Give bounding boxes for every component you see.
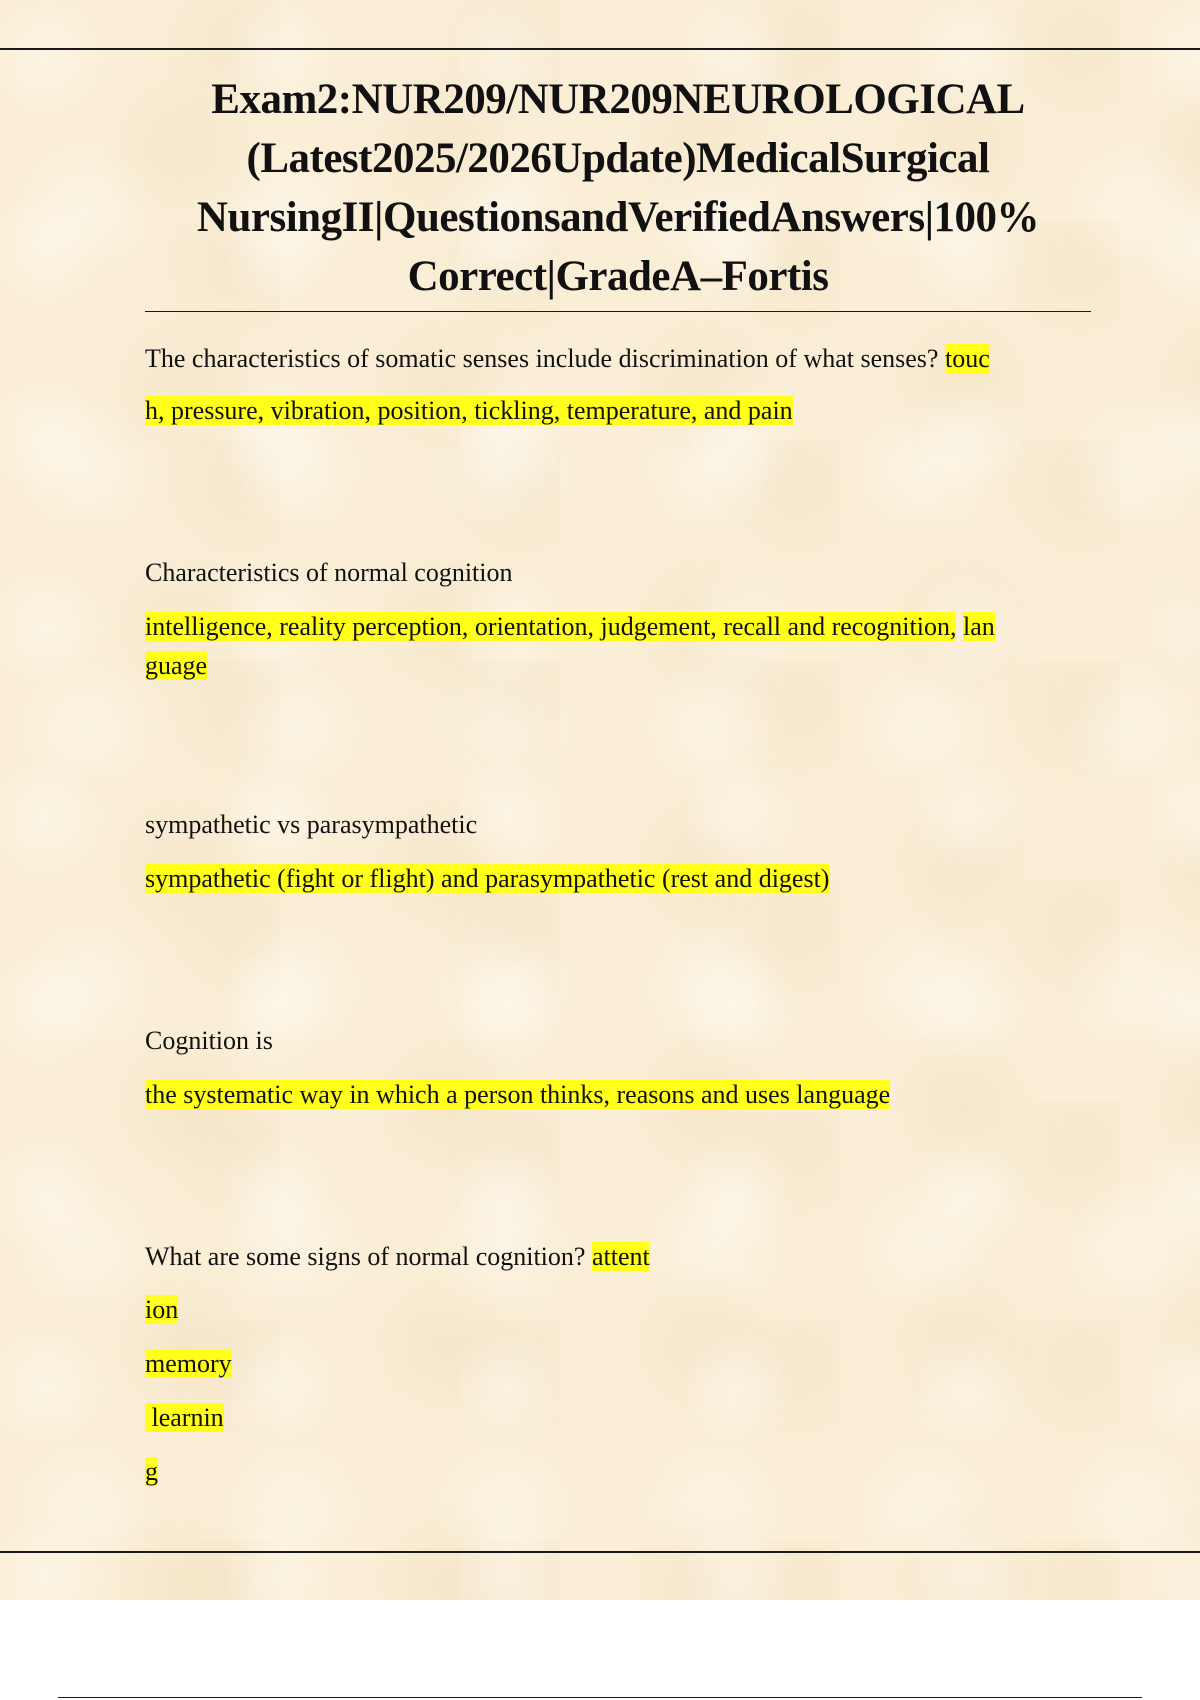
answer-highlight: lan xyxy=(962,612,995,641)
document-title: Exam2:NUR209/NUR209NEUROLOGICAL (Latest2025/2026Update)MedicalSurgical NursingII|QuestionsandVerifiedAnswers|100% Correct|GradeA–Fortis xyxy=(196,76,1040,300)
qa-item-1-question-line xyxy=(145,343,990,375)
answer-highlight: attent xyxy=(591,1242,650,1271)
question-text: The characteristics of somatic senses include discrimination of what senses? xyxy=(145,344,939,373)
question-text: What are some signs of normal cognition? xyxy=(145,1242,586,1271)
qa-item-1-answer-line xyxy=(145,395,793,427)
qa-item-4-answer-line xyxy=(145,1079,890,1111)
qa-item-5-answer-line xyxy=(145,1294,178,1326)
question-text: Cognition is xyxy=(145,1026,273,1055)
qa-item-2-answer-line xyxy=(145,650,207,682)
question-text: Characteristics of normal cognition xyxy=(145,558,513,587)
answer-highlight: the systematic way in which a person thinks, reasons and uses language xyxy=(145,1080,891,1109)
answer-highlight: h, pressure, vibration, position, tickling, temperature, and pain xyxy=(145,396,793,425)
qa-item-5-answer-line xyxy=(145,1348,232,1380)
answer-highlight: sympathetic (fight or flight) and parasympathetic (rest and digest) xyxy=(145,864,830,893)
answer-highlight: ion xyxy=(145,1295,179,1324)
answer-highlight: touc xyxy=(944,344,990,373)
answer-highlight: g xyxy=(145,1457,158,1486)
footer-rule xyxy=(58,1697,1142,1698)
answer-highlight: memory xyxy=(145,1349,232,1378)
qa-item-3-answer-line xyxy=(145,863,829,895)
top-rule xyxy=(0,48,1200,50)
answer-highlight: intelligence, reality perception, orientation, judgement, recall and recognition, xyxy=(145,612,957,641)
title-rule xyxy=(145,311,1091,312)
qa-item-5-answer-line xyxy=(145,1402,224,1434)
bottom-rule xyxy=(0,1551,1200,1553)
answer-highlight: guage xyxy=(145,651,208,680)
question-text: sympathetic vs parasympathetic xyxy=(145,810,478,839)
qa-item-2-answer-line xyxy=(145,611,995,643)
qa-item-5-question-line xyxy=(145,1241,650,1273)
qa-item-2-question-line xyxy=(145,557,513,589)
qa-item-4-question-line xyxy=(145,1025,273,1057)
qa-item-5-answer-line xyxy=(145,1456,158,1488)
qa-item-3-question-line xyxy=(145,809,477,841)
answer-highlight: learnin xyxy=(145,1403,224,1432)
